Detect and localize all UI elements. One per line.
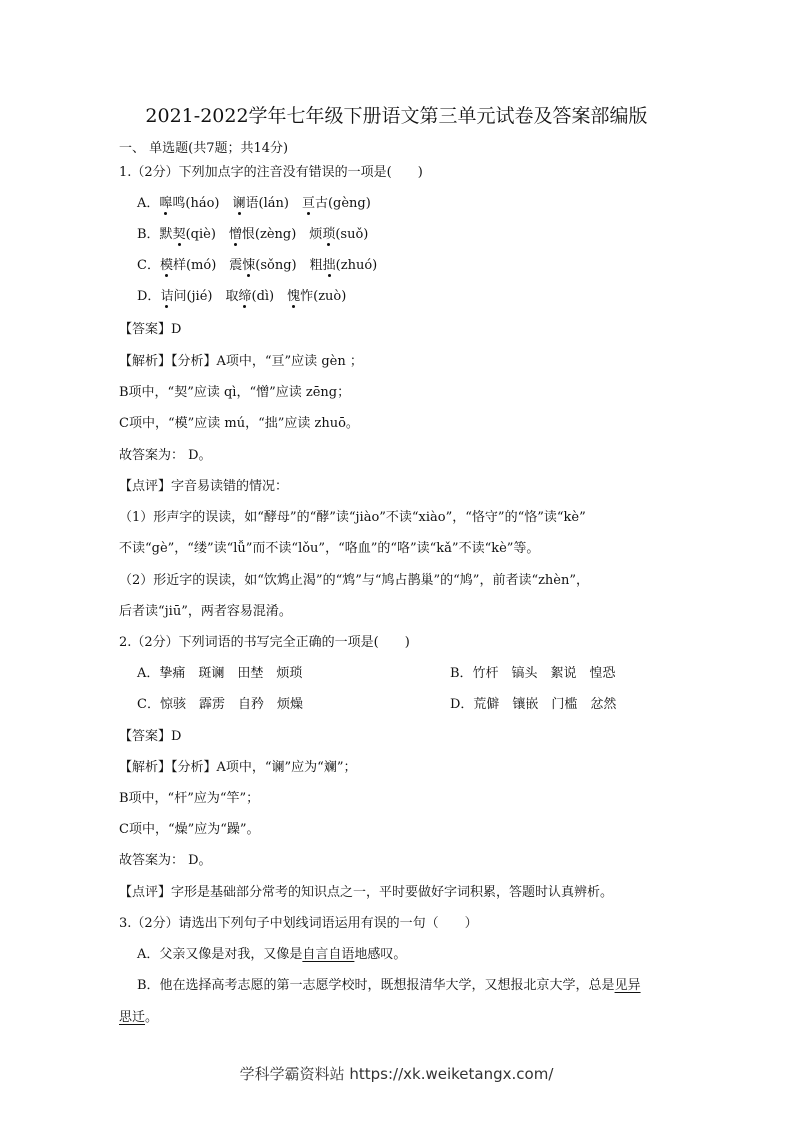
q2-analysis-line: B项中，“杆”应为“竿”；: [119, 791, 260, 806]
emphasis-dot: 缔: [238, 289, 252, 304]
q1-option-d: D．诘问(jié) 取缔(dì) 愧怍(zuò): [137, 289, 347, 304]
q2-comment: 【点评】字形是基础部分常考的知识点之一，平时要做好字词积累，答题时认真辨析。: [119, 885, 614, 900]
document-title: 2021-2022学年七年级下册语文第三单元试卷及答案部编版: [145, 105, 648, 127]
q1-option-c: C．模样(mó) 震悚(sǒng) 粗拙(zhuó): [137, 258, 378, 273]
q1-analysis-line: 【解析】【分析】A项中，“亘”应读 gèn ；: [119, 354, 363, 369]
q1-option-a: A．嗥鸣(háo) 谰语(lán) 亘古(gèng): [137, 196, 371, 211]
q1-comment-line: （1）形声字的误读，如“酵母”的“酵”读“jiào”不读“xiào”，“恪守”的“恪”读“kè”: [119, 510, 586, 525]
emphasis-dot: 琐: [322, 227, 336, 242]
footer-watermark: 学科学霸资料站 https://xk.weiketangx.com/: [239, 1065, 554, 1083]
q2-analysis-line: 【解析】【分析】A项中，“谰”应为“斓”；: [119, 760, 357, 775]
emphasis-dot: 愧: [287, 289, 301, 304]
question-1-stem: 1.（2分）下列加点字的注音没有错误的一项是( ): [119, 165, 423, 180]
q2-option-c: C．惊骇 霹雳 自矜 烦燥: [137, 697, 303, 712]
q1-answer: 【答案】D: [119, 322, 182, 337]
q2-option-d: D．荒僻 镶嵌 门槛 忿然: [450, 697, 617, 712]
emphasis-dot: 谰: [232, 196, 246, 211]
q3-option-a: A．父亲又像是对我，又像是自言自语地感叹。: [137, 947, 407, 962]
q2-option-a: A．挚痛 斑谰 田埜 烦琐: [137, 666, 303, 681]
q1-comment-line: （2）形近字的误读，如“饮鸩止渴”的“鸩”与“鸠占鹊巢”的“鸠”，前者读“zhèn”，: [119, 573, 590, 588]
q1-comment-line: 【点评】字音易读错的情况：: [119, 479, 289, 494]
emphasis-dot: 模: [159, 258, 173, 273]
emphasis-dot: 亘: [301, 196, 315, 211]
underlined-phrase: 见异: [614, 978, 641, 993]
emphasis-dot: 憎: [228, 227, 242, 242]
emphasis-dot: 契: [172, 227, 186, 242]
q3-option-b: B．他在选择高考志愿的第一志愿学校时，既想报清华大学，又想报北京大学，总是见异: [137, 978, 641, 993]
underlined-phrase: 自言自语: [302, 947, 355, 962]
q1-analysis-line: C项中，“模”应读 mú，“拙”应读 zhuō。: [119, 416, 359, 431]
q1-comment-line: 后者读“jiū”，两者容易混淆。: [119, 604, 292, 619]
emphasis-dot: 拙: [322, 258, 336, 273]
underlined-phrase: 思迁: [119, 1010, 146, 1025]
emphasis-dot: 悚: [242, 258, 256, 273]
emphasis-dot: 嗥: [159, 196, 173, 211]
q3-option-b-continued: 思迁。: [119, 1010, 159, 1025]
question-3-stem: 3.（2分）请选出下列句子中划线词语运用有误的一句（ ）: [119, 916, 478, 931]
emphasis-dot: 诘: [160, 289, 174, 304]
q2-analysis-line: C项中，“燥”应为“躁”。: [119, 822, 260, 837]
q1-analysis-line: B项中，“契”应读 qì，“憎”应读 zēng；: [119, 385, 351, 400]
q1-option-b: B．默契(qiè) 憎恨(zèng) 烦琐(suǒ): [137, 227, 369, 242]
question-2-stem: 2.（2分）下列词语的书写完全正确的一项是( ): [119, 635, 410, 650]
q2-analysis-line: 故答案为： D。: [119, 853, 212, 868]
q2-option-b: B．竹杆 镐头 絮说 惶恐: [450, 666, 616, 681]
q2-answer: 【答案】D: [119, 729, 182, 744]
q1-analysis-line: 故答案为： D。: [119, 448, 212, 463]
section-heading: 一、 单选题(共7题；共14分): [119, 141, 289, 156]
q1-comment-line: 不读“gè”，“缕”读“lǚ”而不读“lǒu”，“咯血”的“咯”读“kǎ”不读“kè”等。: [119, 541, 540, 556]
